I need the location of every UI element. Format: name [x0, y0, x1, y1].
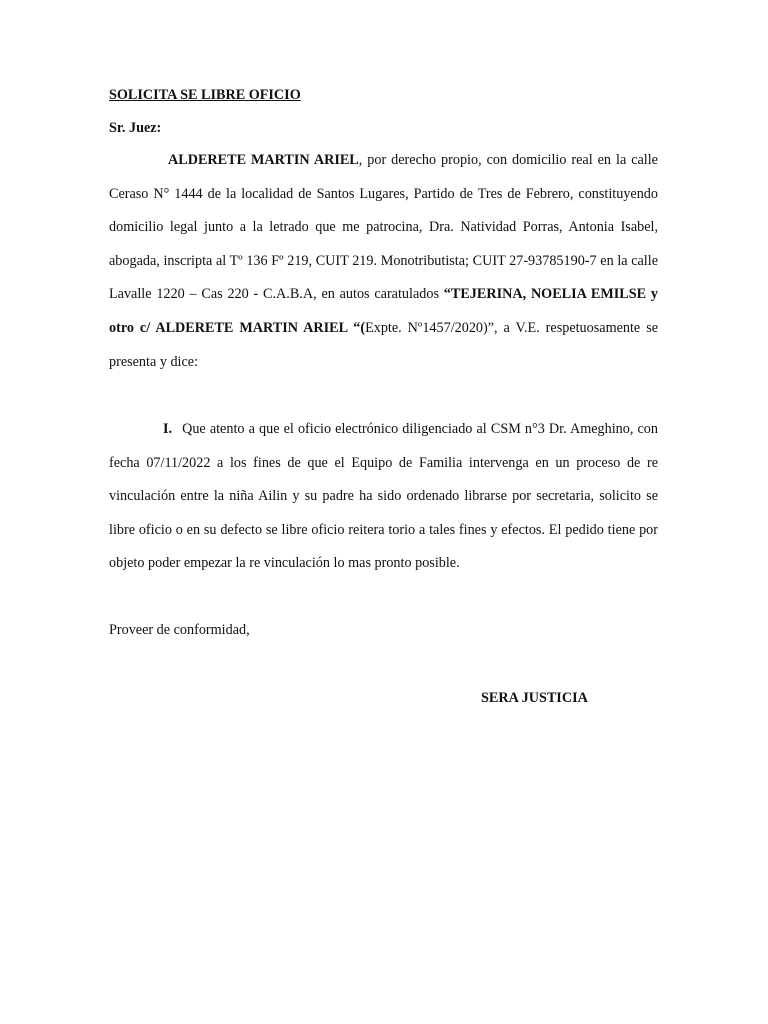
request-paragraph: [109, 413, 658, 581]
intro-text: , por derecho propio, con domicilio real en la calle Ceraso N° 1444 de la localidad de Santos Lugares, Partido de Tres de Febrero, constituyendo domicilio legal junto a la letrado que me patrocina, Dra. Natividad Porras, Antonia Isabel, abogada, inscripta al Tº 136 Fº 219, CUIT 219. Monotributista; CUIT 27-93785190-7 en la calle Lavalle 1220 – Cas 220 - C.A.B.A, en autos caratulados: [109, 152, 658, 303]
closing-line: Proveer de conformidad,: [109, 622, 250, 638]
document-title: SOLICITA SE LIBRE OFICIO: [109, 87, 301, 103]
intro-paragraph: [109, 144, 658, 379]
salutation: Sr. Juez:: [109, 120, 162, 136]
party-name: ALDERETE MARTIN ARIEL: [168, 152, 359, 168]
case-caption: “TEJERINA, NOELIA EMILSE y otro c/ ALDERETE MARTIN ARIEL “(: [109, 286, 658, 336]
request-text: Que atento a que el oficio electrónico diligenciado al CSM n°3 Dr. Ameghino, con fecha 07/11/2022 a los fines de que el Equipo de Familia intervenga en un proceso de re vinculación entre la niña Ailin y su padre ha sido ordenado librarse por secretaria, solicito se libre oficio o en su defecto se libre oficio reitera torio a tales fines y efectos. El pedido tiene por objeto poder empezar la re vinculación lo mas pronto posible.: [109, 421, 658, 572]
paragraph-numeral: I.: [163, 421, 173, 437]
case-file-text: Expte. Nº1457/2020)”, a V.E. respetuosamente se presenta y dice:: [109, 319, 659, 370]
signoff: SERA JUSTICIA: [481, 690, 588, 706]
